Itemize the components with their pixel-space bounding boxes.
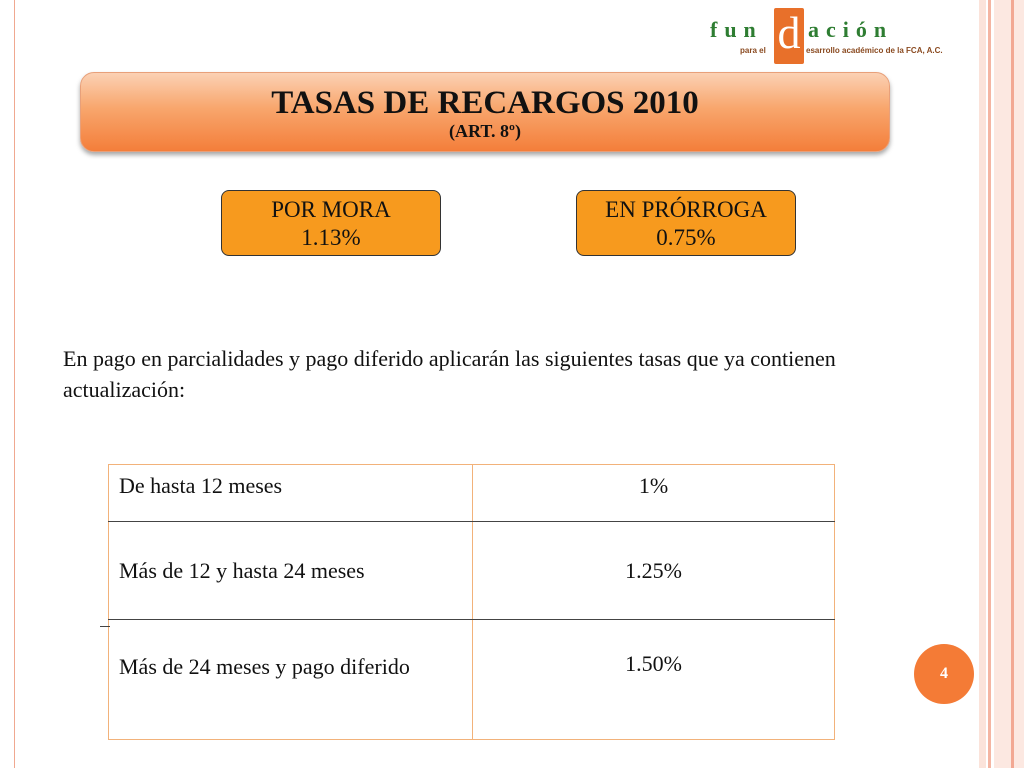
- term-cell: Más de 12 y hasta 24 meses: [109, 522, 473, 620]
- page-title: TASAS DE RECARGOS 2010: [271, 85, 699, 121]
- installment-rates-table: [108, 464, 835, 740]
- rate-cell: 1%: [473, 465, 835, 522]
- right-decorative-stripes: [979, 0, 1024, 768]
- page-subtitle: (ART. 8º): [449, 121, 521, 141]
- table-divider-extension: [100, 626, 110, 627]
- rate-box-prorroga: [576, 190, 796, 256]
- rate-label: POR MORA: [271, 197, 391, 222]
- title-banner: [80, 72, 890, 152]
- intro-paragraph: En pago en parcialidades y pago diferido aplicarán las siguientes tasas que ya contienen actualización:: [63, 346, 836, 402]
- page-number-badge: 4: [914, 644, 974, 704]
- left-accent-line: [14, 0, 15, 768]
- table-row: [109, 522, 835, 620]
- rate-box-mora: [221, 190, 441, 256]
- logo-subtitle-left: para el: [740, 46, 766, 55]
- table-row: [109, 620, 835, 740]
- rate-value: 0.75%: [656, 225, 716, 250]
- logo-word-left: fun: [710, 17, 763, 42]
- rate-cell: 1.50%: [473, 620, 835, 740]
- logo-d-box: [774, 8, 804, 64]
- logo-letter-d: d: [777, 7, 801, 58]
- term-cell: De hasta 12 meses: [109, 465, 473, 522]
- fundacion-logo: [708, 8, 988, 66]
- logo-subtitle-right: esarrollo académico de la FCA, A.C.: [806, 46, 943, 55]
- rate-label: EN PRÓRROGA: [605, 197, 767, 222]
- rate-cell: 1.25%: [473, 522, 835, 620]
- table-row: [109, 465, 835, 522]
- logo-word-right: ación: [808, 17, 894, 42]
- term-cell: Más de 24 meses y pago diferido: [109, 620, 473, 740]
- rate-value: 1.13%: [301, 225, 361, 250]
